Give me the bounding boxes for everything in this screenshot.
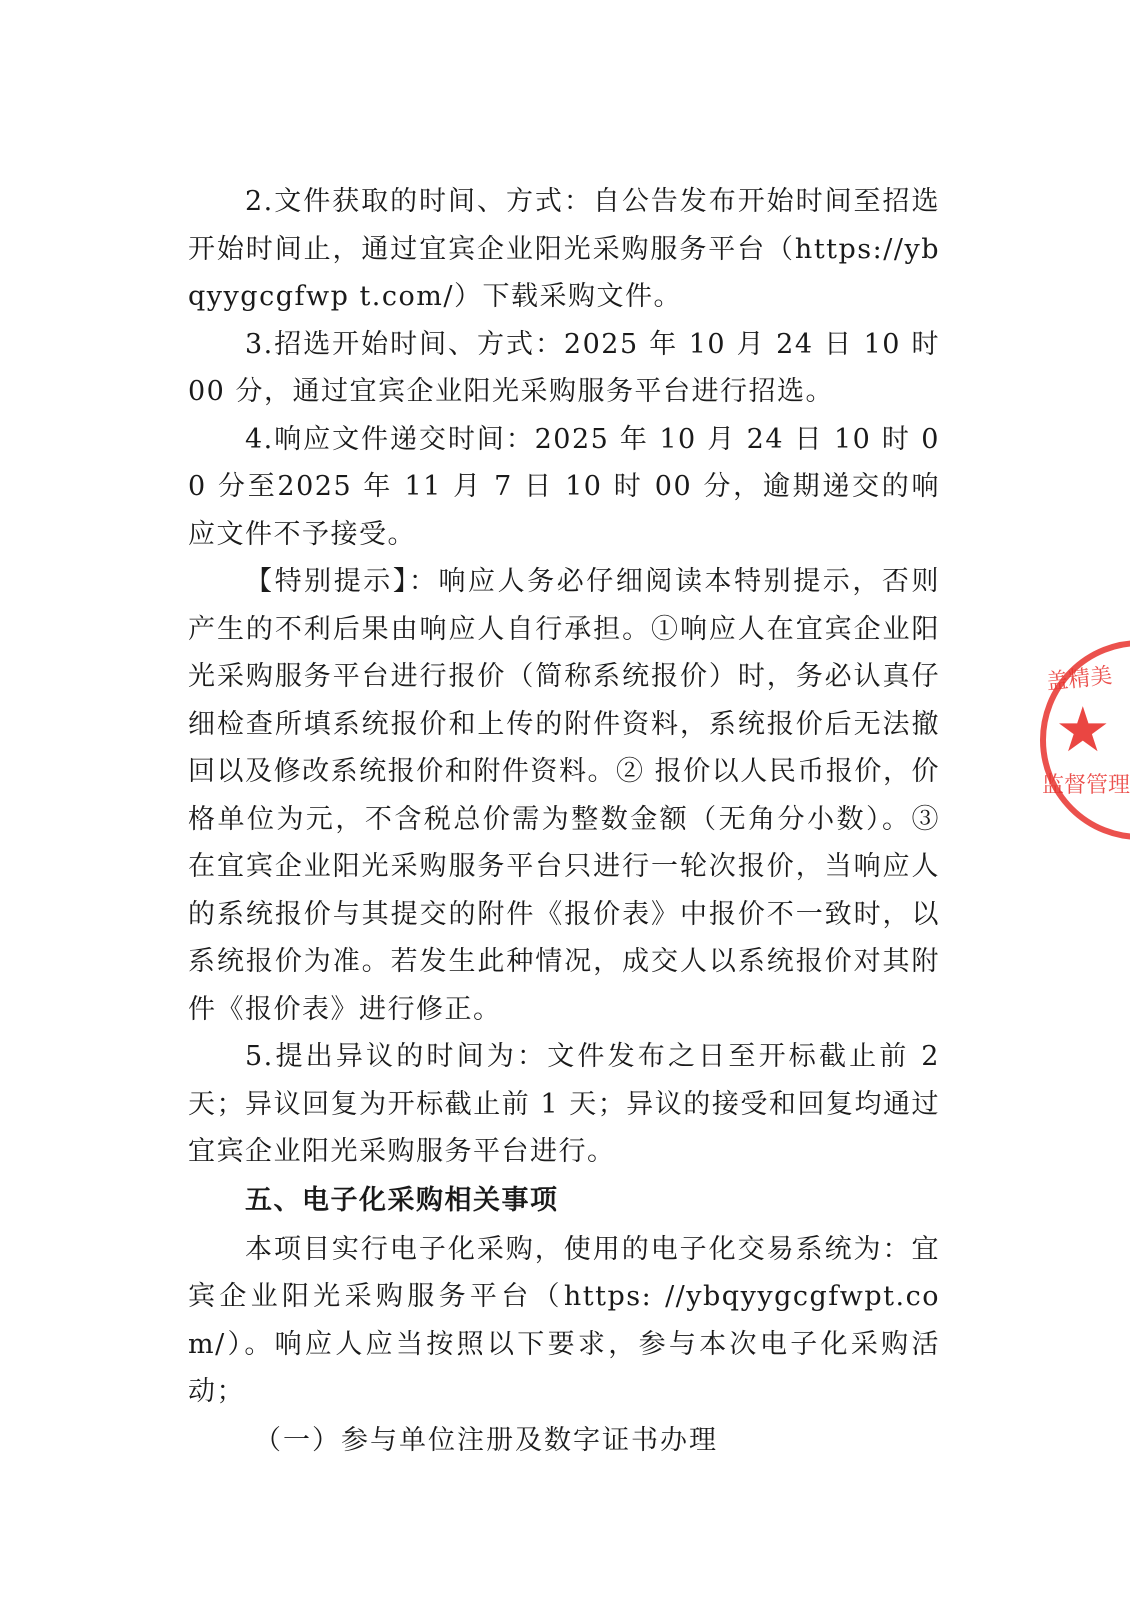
paragraph-selection-start: 3.招选开始时间、方式：2025 年 10 月 24 日 10 时 00 分，通过宜宾企业阳光采购服务平台进行招选。 — [188, 328, 940, 407]
paragraph-file-acquisition: 2.文件获取的时间、方式：自公告发布开始时间至招选开始时间止，通过宜宾企业阳光采购服务平台（https://ybqyygcgfwp t.com/）下载采购文件。 — [188, 186, 940, 312]
seal-text-bottom: 监督管理 — [1042, 773, 1130, 798]
section-heading: 五、电子化采购相关事项 — [245, 1184, 559, 1216]
paragraph-objection-time: 5.提出异议的时间为：文件发布之日至开标截止前 2 天；异议回复为开标截止前 1 天；异议的接受和回复均通过宜宾企业阳光采购服务平台进行。 — [188, 1041, 940, 1167]
paragraph-submission-time: 4.响应文件递交时间：2025 年 10 月 24 日 10 时 00 分至2025 年 11 月 7 日 10 时 00 分，逾期递交的响应文件不予接受。 — [188, 423, 940, 550]
seal-star-icon: ★ — [1055, 693, 1111, 766]
paragraph-electronic-procurement: 本项目实行电子化采购，使用的电子化交易系统为：宜宾企业阳光采购服务平台（https: //ybqyygcgfwpt.com/）。响应人应当按照以下要求，参与本次电子化采购活动； — [188, 1233, 940, 1407]
document-body — [188, 178, 940, 1466]
seal-text-top: 盖精美 — [1045, 663, 1114, 696]
paragraph-special-notice: 【特别提示】：响应人务必仔细阅读本特别提示，否则产生的不利后果由响应人自行承担。①响应人在宜宾企业阳光采购服务平台进行报价（简称系统报价）时，务必认真仔细检查所填系统报价和上传的附件资料，系统报价后无法撤回以及修改系统报价和附件资料。② 报价以人民币报价，价格单位为元，不含税总价需为整数金额（无角分小数）。③在宜宾企业阳光采购服务平台只进行一轮次报价，当响应人的系统报价与其提交的附件《报价表》中报价不一致时，以系统报价为准。若发生此种情况，成交人以系统报价对其附件《报价表》进行修正。 — [188, 566, 940, 1025]
subsection-heading: （一）参与单位注册及数字证书办理 — [254, 1424, 718, 1456]
